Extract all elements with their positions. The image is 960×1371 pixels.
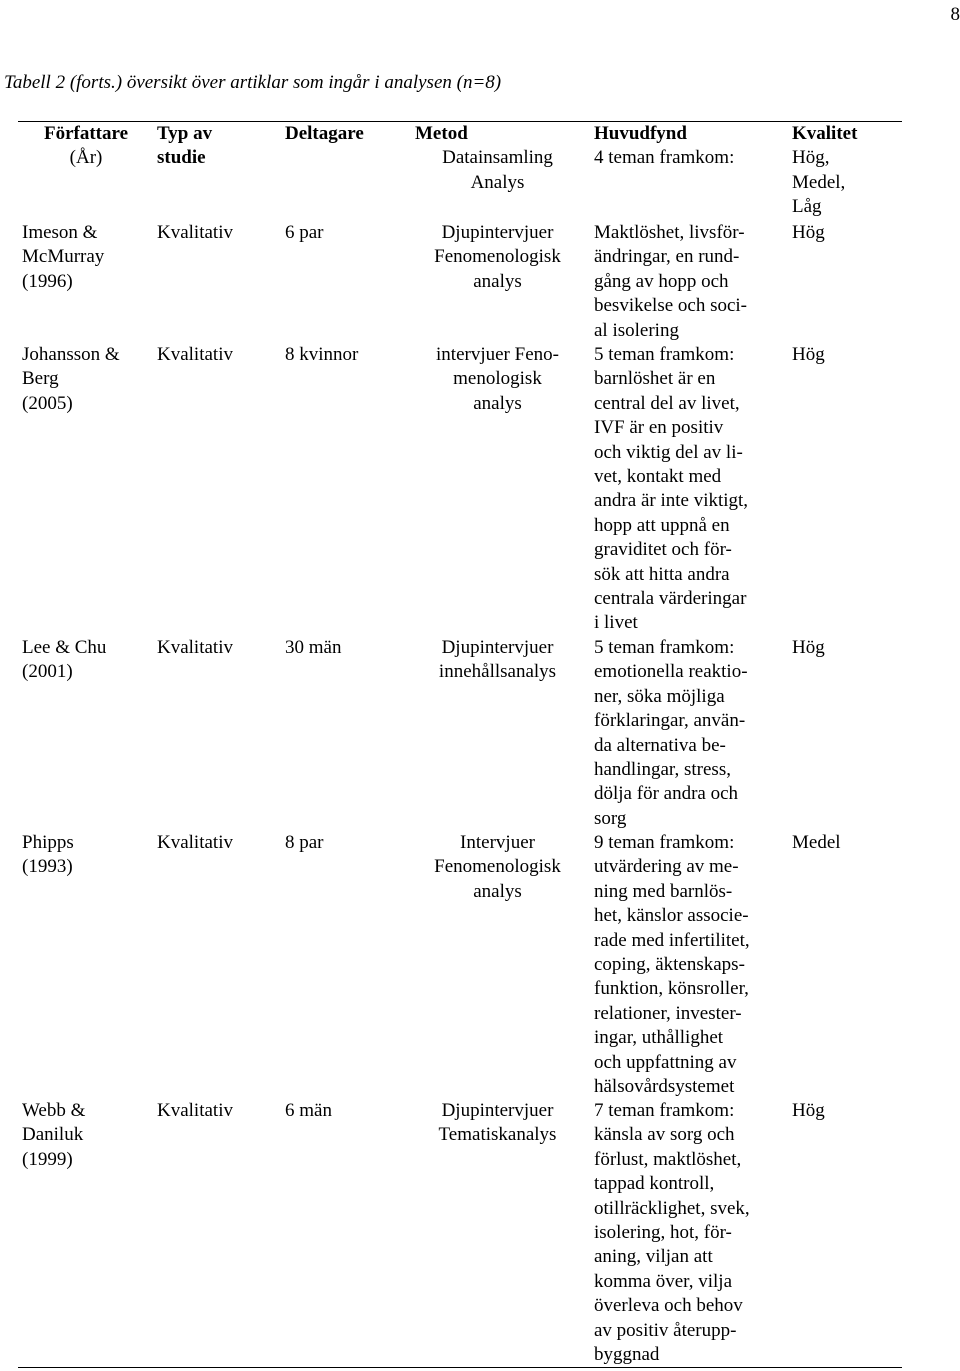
row-5-findings: 7 teman framkom: känsla av sorg och förlust, maktlöshet, tappad kontroll, otillräcklighet, svek, isolering, hot, för- aning, viljan att komma över, vilja överleva och behov av positiv återupp- byggnad	[594, 1100, 750, 1366]
row-3-type: Kvalitativ	[157, 637, 233, 658]
header-author	[22, 122, 150, 171]
row-4-quality: Medel	[792, 832, 841, 853]
row-1-author: Imeson & McMurray (1996)	[22, 222, 105, 292]
row-2-type: Kvalitativ	[157, 344, 233, 365]
row-4-author: Phipps (1993)	[22, 832, 74, 878]
row-1-type: Kvalitativ	[157, 222, 233, 243]
header-method-sub: Datainsamling Analys	[442, 147, 553, 193]
row-4-type: Kvalitativ	[157, 832, 233, 853]
header-type: Typ av studie	[157, 123, 213, 169]
row-1-findings: Maktlöshet, livsför- ändringar, en rund- gång av hopp och besvikelse och soci- al isolering	[594, 222, 748, 341]
row-1-method: Djupintervjuer Fenomenologisk analys	[434, 222, 561, 292]
row-5-participants: 6 män	[285, 1100, 332, 1121]
header-method	[415, 122, 580, 195]
row-4-findings: 9 teman framkom: utvärdering av me- ning med barnlös- het, känslor associe- rade med infertilitet, coping, äktenskaps- funktion, könsroller, relationer, invester- ingar, uthållighet och uppfattning av hälsovårdsystemet	[594, 832, 750, 1098]
header-method-label: Metod	[415, 123, 468, 144]
row-4-participants: 8 par	[285, 832, 324, 853]
header-findings-sub: 4 teman framkom:	[594, 147, 735, 169]
row-2-findings: 5 teman framkom: barnlöshet är en central del av livet, IVF är en positiv och viktig del av li- vet, kontakt med andra är inte viktigt, hopp att uppnå en graviditet och för- sök att hitta andra centrala värderingar i livet	[594, 344, 749, 634]
row-4-method: Intervjuer Fenomenologisk analys	[434, 832, 561, 902]
header-findings	[594, 122, 784, 171]
table-bottom-rule	[18, 1367, 902, 1368]
row-5-author: Webb & Daniluk (1999)	[22, 1100, 86, 1170]
header-quality-sub: Hög, Medel, Låg	[792, 147, 846, 218]
page-number: 8	[950, 4, 960, 25]
header-participants: Deltagare	[285, 123, 364, 144]
row-1-participants: 6 par	[285, 222, 324, 243]
row-5-quality: Hög	[792, 1100, 825, 1121]
row-1-quality: Hög	[792, 222, 825, 243]
header-quality-label: Kvalitet	[792, 123, 858, 144]
table-caption: Tabell 2 (forts.) översikt över artiklar som ingår i analysen (n=8)	[4, 72, 502, 93]
row-3-participants: 30 män	[285, 637, 342, 658]
header-author-sub: (År)	[69, 147, 103, 169]
row-2-quality: Hög	[792, 344, 825, 365]
row-3-quality: Hög	[792, 637, 825, 658]
header-author-label: Författare	[43, 123, 129, 144]
row-3-author: Lee & Chu (2001)	[22, 637, 107, 683]
row-3-findings: 5 teman framkom: emotionella reaktio- ner, söka möjliga förklaringar, använ- da alternativa be- handlingar, stress, dölja för andra och sorg	[594, 637, 748, 829]
row-5-method: Djupintervjuer Tematiskanalys	[438, 1100, 557, 1146]
header-findings-label: Huvudfynd	[594, 123, 687, 144]
row-2-method: intervjuer Feno- menologisk analys	[436, 344, 559, 414]
row-5-type: Kvalitativ	[157, 1100, 233, 1121]
header-quality	[792, 122, 882, 220]
row-2-author: Johansson & Berg (2005)	[22, 344, 120, 414]
row-2-participants: 8 kvinnor	[285, 344, 359, 365]
row-3-method: Djupintervjuer innehållsanalys	[438, 637, 557, 683]
